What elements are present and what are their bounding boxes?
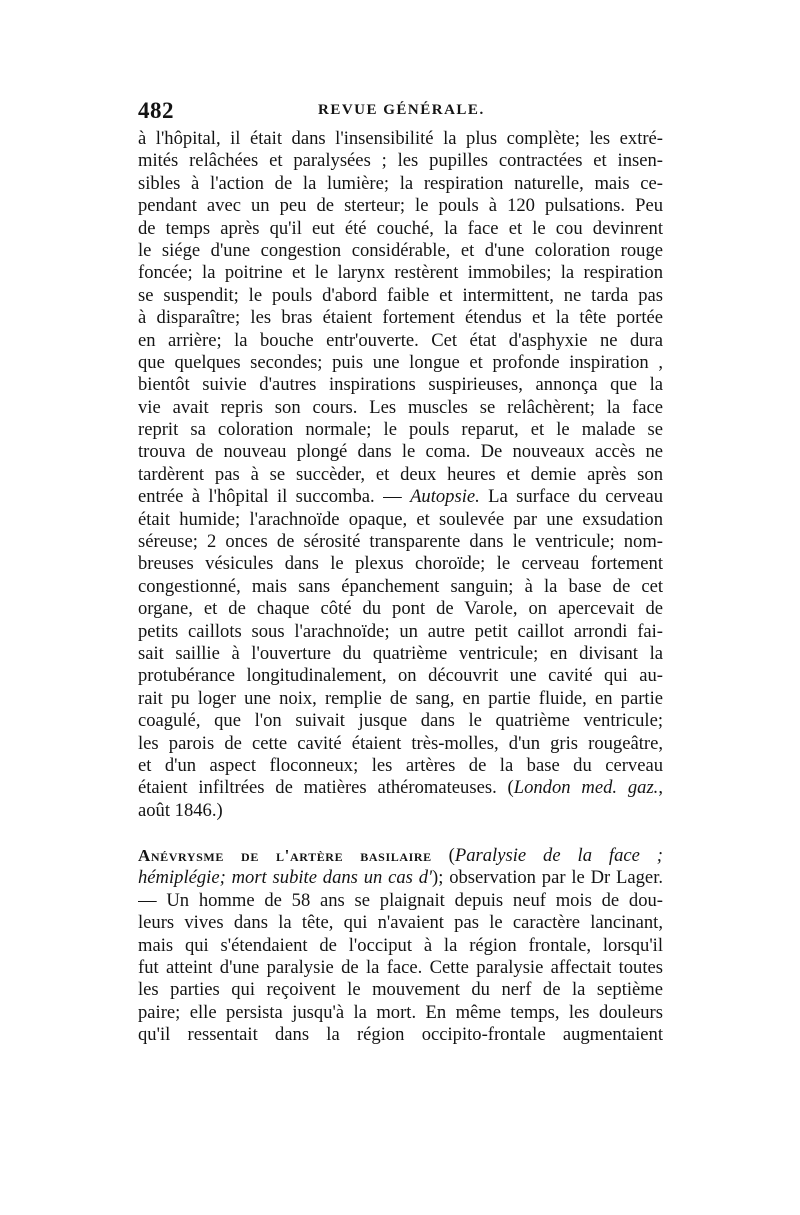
text-line: — Un homme de 58 ans se plaignait depuis neuf mois de dou- <box>138 889 663 911</box>
text-line: mais qui s'étendaient de l'occiput à la région frontale, lorsqu'il <box>138 934 663 956</box>
text-line: sait saillie à l'ouverture du quatrième ventricule; en divisant la <box>138 642 663 664</box>
paragraph-asphyxia-case <box>138 128 663 822</box>
text-line: et d'un aspect floconneux; les artères de la base du cerveau <box>138 754 663 776</box>
text-line <box>138 867 663 889</box>
text-line <box>138 777 663 799</box>
text-line: en arrière; la bouche entr'ouverte. Cet état d'asphyxie ne dura <box>138 329 663 351</box>
text-line: sibles à l'action de la lumière; la respiration naturelle, mais ce- <box>138 172 663 194</box>
text-line: qu'il ressentait dans la région occipito-frontale augmentaient <box>138 1024 663 1046</box>
text-line: foncée; la poitrine et le larynx restèrent immobiles; la respiration <box>138 262 663 284</box>
text-line: le siége d'une congestion considérable, et d'une coloration rouge <box>138 239 663 261</box>
text-line: à l'hôpital, il était dans l'insensibilité la plus complète; les extré- <box>138 128 663 149</box>
text-line: coagulé, que l'on suivait jusque dans le quatrième ventricule; <box>138 710 663 732</box>
text-line: les parties qui reçoivent le mouvement du nerf de la septième <box>138 979 663 1001</box>
text-segment: étaient infiltrées de matières athéromateuses. ( <box>138 777 514 799</box>
text-line <box>138 486 663 508</box>
running-head: REVUE GÉNÉRALE. <box>318 102 485 118</box>
section-subtitle: Paralysie de la face ; <box>454 845 663 866</box>
text-line: se suspendit; le pouls d'abord faible et intermittent, ne tarda pas <box>138 284 663 306</box>
text-line: vie avait repris son cours. Les muscles se relâchèrent; la face <box>138 396 663 418</box>
text-line: paire; elle persista jusqu'à la mort. En même temps, les douleurs <box>138 1001 663 1023</box>
text-segment: ); observation par le Dr Lager. <box>432 867 663 889</box>
page-number: 482 <box>138 98 174 123</box>
text-line: août 1846.) <box>138 799 223 821</box>
section-subtitle: hémiplégie; mort subite dans un cas d' <box>138 867 433 889</box>
text-line: rait pu loger une noix, remplie de sang, en partie fluide, en partie <box>138 687 663 709</box>
text-line: à disparaître; les bras étaient fortement étendus et la tête portée <box>138 307 663 329</box>
text-line: que quelques secondes; puis une longue et profonde inspiration , <box>138 351 663 373</box>
text-line: séreuse; 2 onces de sérosité transparente dans le ventricule; nom- <box>138 531 663 553</box>
text-line: fut atteint d'une paralysie de la face. Cette paralysie affectait toutes <box>138 956 663 978</box>
text-line: organe, et de chaque côté du pont de Varole, on apercevait de <box>138 598 663 620</box>
text-line: mités relâchées et paralysées ; les pupilles contractées et insen- <box>138 150 663 172</box>
text-segment: entrée à l'hôpital il succomba. — <box>138 486 402 508</box>
text-line: tardèrent pas à se succèder, et deux heures et demie après son <box>138 463 663 485</box>
text-segment: , <box>658 777 663 799</box>
paragraph-basilar-aneurysm <box>138 845 663 1047</box>
text-line: trouva de nouveau plongé dans le coma. De nouveaux accès ne <box>138 441 663 463</box>
citation: London med. gaz. <box>513 777 659 799</box>
text-line: petits caillots sous l'arachnoïde; un autre petit caillot arrondi fai- <box>138 620 663 642</box>
text-segment: ( <box>431 845 455 866</box>
page-header <box>138 92 662 132</box>
section-heading: Anévrysme de l'artère basilaire <box>138 846 432 865</box>
text-line: bientôt suivie d'autres inspirations suspirieuses, annonça que la <box>138 374 663 396</box>
text-line: breuses vésicules dans le plexus choroïde; le cerveau fortement <box>138 553 663 575</box>
text-line: congestionné, mais sans épanchement sanguin; à la base de cet <box>138 575 663 597</box>
section-heading-line <box>138 845 663 867</box>
text-segment: La surface du cerveau <box>479 486 663 508</box>
text-line: pendant avec un peu de sterteur; le pouls à 120 pulsations. Peu <box>138 195 663 217</box>
text-line: les parois de cette cavité étaient très-molles, d'un gris rougeâtre, <box>138 732 663 754</box>
text-line: protubérance longitudinalement, on découvrit une cavité qui au- <box>138 665 663 687</box>
text-line: était humide; l'arachnoïde opaque, et soulevée par une exsudation <box>138 508 663 530</box>
text-line: leurs vives dans la tête, qui n'avaient pas le caractère lancinant, <box>138 912 663 934</box>
text-line: de temps après qu'il eut été couché, la face et le cou devinrent <box>138 217 663 239</box>
autopsie-label: Autopsie. <box>410 486 480 508</box>
text-line: reprit sa coloration normale; le pouls reparut, et le malade se <box>138 419 663 441</box>
